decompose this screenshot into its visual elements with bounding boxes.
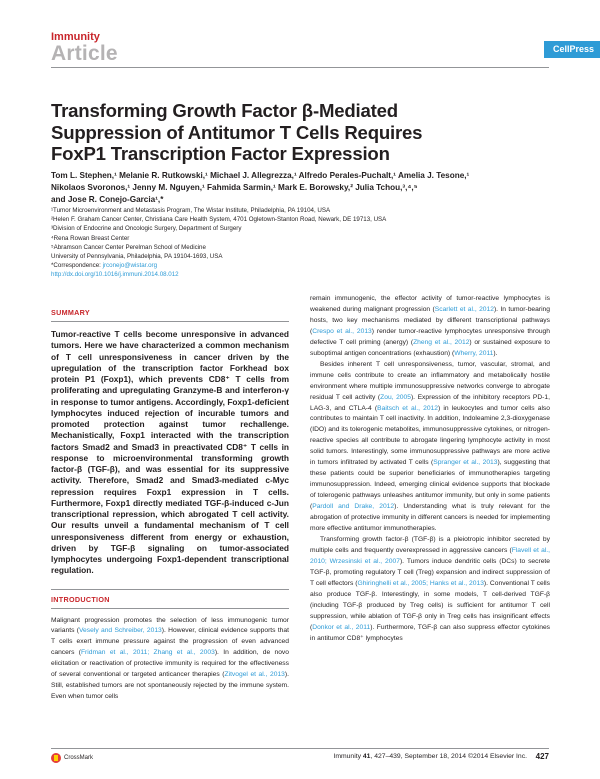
citation-link[interactable]: Vesely and Schreiber, 2013 [78,627,162,635]
body-text: ). In tumor-bearing hosts, two key mechanisms mediated by different transcriptional pathways ( [310,305,550,335]
correspondence-email-link[interactable]: jrconejo@wistar.org [102,262,158,270]
affiliation-2: ²Helen F. Graham Cancer Center, Christiana Care Health System, 4701 Ogletown-Stanton Road, Newark, DE 19713, USA [51,216,387,224]
left-column [51,308,289,703]
body-text: ) or sustained exposure to suboptimal antigen concentrations (exhaustion) ( [310,338,550,357]
citation-link[interactable]: Ghiringhelli et al., 2005; Hanks et al., 2013 [357,579,484,587]
intro-text-1: Malignant progression promotes the selection of less immunogenic tumor variants ( [51,616,289,635]
affiliation-5: ⁵Abramson Cancer Center Perelman School of Medicine [51,243,206,251]
journal-name: Immunity [51,31,100,43]
body-text: ). Conventional T cells also produce TGF-β. Interestingly, in some models, T cell-derived TGF-β (including TGF-β produced by Treg cells) is sufficient for antitumor T cell suppression, while ablation of TGF-β only in Treg cells has insignificant effects ( [310,579,551,631]
authors-line-2: Nikolaos Svoronos,¹ Jenny M. Nguyen,¹ Fahmida Sarmin,¹ Mark E. Borowsky,² Julia Tchou,³,⁴,⁵ [51,183,418,192]
summary-heading: SUMMARY [51,308,90,317]
article-type: Article [51,42,118,65]
page-number: 427 [535,752,549,761]
introduction-rule-top [51,589,289,590]
right-paragraph-2 [310,360,550,535]
intro-text-4: ). Still, established tumors are not spontaneously rejected by the immune system. Even when tumor cells [51,671,289,701]
correspondence-label: *Correspondence: [51,262,103,270]
intro-text-3: ). In addition, de novo elicitation or reactivation of protective immunity is required for the effectiveness of several conventional or targeted anticancer therapies ( [51,649,289,679]
citation-link[interactable]: Wherry, 2011 [454,349,494,357]
citation-link[interactable]: Zitvogel et al., 2013 [224,671,285,679]
body-text: remain immunogenic, the effector activity of tumor-reactive lymphocytes is weakened during malignant progression ( [310,295,550,313]
body-text: Transforming growth factor-β (TGF-β) is a pleiotropic inhibitor secreted by multiple cells and frequently overexpressed in aggressive cancers ( [310,535,550,554]
citation-link[interactable]: Spranger et al., 2013 [433,459,498,467]
crossmark-icon [51,753,61,763]
body-text: Besides inherent T cell unresponsiveness, tumor, vascular, stromal, and immune cells contribute to create an inflammatory and metabolically hostile environment where multiple immunosuppressive networks converge to abrogate residual T cell activity ( [310,360,550,401]
affiliation-6: University of Pennsylvania, Philadelphia, PA 19104-1693, USA [51,253,223,261]
footer-volume: 41 [362,753,371,760]
body-text: ), suggesting that these patients could be superior beneficiaries of immunotherapies targeting immunosuppression. Indeed, emerging clinical evidence supports that blockade of tolerogenic pathways unleashes antitumor immunity, but only in some patients ( [310,459,550,511]
right-paragraph-1 [310,294,550,360]
body-text: ). Understanding what is truly relevant for the abrogation of protective immunity in different cancers is needed for implementing more effective antitumor immunotherapies. [310,503,551,533]
affiliation-4: ⁴Rena Rowan Breast Center [51,234,130,242]
affiliations [51,206,551,280]
citation-link[interactable]: Scarlett et al., 2012 [434,305,494,313]
body-text: ). Tumors induce dendritic cells (DCs) to secrete TGF-β, promoting regulatory T cell (Treg) expansion and indirect suppression of T cell effectors ( [310,557,551,587]
citation-link[interactable]: Donkor et al., 2011 [312,623,371,631]
footer-citation [333,753,527,760]
body-text: ). Furthermore, TGF-β can also suppress effector cytokines in antitumor CD8⁺ lymphocytes [310,623,551,642]
citation-link[interactable]: Flavell et al., 2010; Wrzesinski et al., 2007 [310,546,550,565]
citation-link[interactable]: Crespo et al., 2013 [312,327,372,335]
title-line-2: Suppression of Antitumor T Cells Requires [51,121,423,143]
body-text: ). [493,349,498,357]
footer-rule [51,748,549,749]
doi-link[interactable]: http://dx.doi.org/10.1016/j.immuni.2014.08.012 [51,271,179,279]
affiliation-3: ³Division of Endocrine and Oncologic Surgery, Department of Surgery [51,225,242,233]
right-column [310,294,550,645]
crossmark-badge[interactable] [51,753,93,763]
footer-journal: Immunity [333,753,363,760]
introduction-paragraph [51,616,289,704]
crossmark-label: CrossMark [64,755,94,761]
authors-line-3: and Jose R. Conejo-Garcia¹,* [51,195,164,204]
citation-link[interactable]: Zheng et al., 2012 [413,338,470,346]
body-text: ) render tumor-reactive lymphocytes unresponsive through defective T cell priming (anergy) ( [310,327,550,346]
header-rule [51,67,549,68]
author-list [51,170,551,206]
authors-line-1: Tom L. Stephen,¹ Melanie R. Rutkowski,¹ Michael J. Allegrezza,¹ Alfredo Perales-Puchalt,¹ Amelia J. Tesone,¹ [51,171,470,180]
citation-link[interactable]: Zou, 2005 [380,393,411,401]
summary-text: Tumor-reactive T cells become unresponsive in advanced tumors. Here we have characterized a common mechanism of T cell unresponsiveness in cancer driven by the upregulation of the transcription factor Forkhead box protein P1 (Foxp1), which prevents CD8⁺ T cells from proliferating and upregulating Granzyme-B and interferon-γ in response to tumor antigens. Accordingly, Foxp1-deficient lymphocytes induced rejection of incurable tumors and promoted protection against tumor rechallenge. Mechanistically, Foxp1 interacted with the transcription factors Smad2 and Smad3 in preactivated CD8⁺ T cells in response to microenvironmental transforming growth factor-β (TGF-β), and was essential for its suppressive activity. Therefore, Smad2 and Smad3-mediated c-Myc repression requires Foxp1 expression in T cells. Furthermore, Foxp1 directly mediated TGF-β-induced c-Jun transcriptional repression, which abrogated T cell activity. Our results unveil a fundamental mechanism of T cell unresponsiveness different from energy or exhaustion, driven by TGF-β signaling on tumor-associated lymphocytes undergoing Foxp1-dependent transcriptional regulation. [51,329,289,576]
publisher-logo[interactable]: CellPress [544,41,600,58]
intro-text-2: ). However, clinical evidence supports that T cells exert immune pressure against the progression of even advanced cancers ( [51,627,289,657]
right-paragraph-3 [310,535,550,645]
body-text: ). Expression of the inhibitory receptors PD-1, LAG-3, and CTLA-4 ( [310,393,550,412]
citation-link[interactable]: Pardoll and Drake, 2012 [312,503,395,511]
citation-link[interactable]: Fridman et al., 2011; Zhang et al., 2003 [80,649,215,657]
summary-rule [51,321,289,322]
article-title [51,100,551,165]
title-line-3: FoxP1 Transcription Factor Expression [51,143,390,164]
title-line-1: Transforming Growth Factor β-Mediated [51,100,398,121]
introduction-heading: INTRODUCTION [51,594,110,604]
correspondence [51,261,551,270]
citation-link[interactable]: Baitsch et al., 2012 [377,404,438,412]
body-text: ) in leukocytes and tumor cells also contributes to maintain T cell inactivity. In addition, Indoleamine 2,3-dioxygenase (IDO) and its tolerogenic metabolites, immunosuppressive cytokines, or nitrogen-reactive species all contribute to abrogate lingering lymphocyte activity in most solid tumors. Interestingly, some immunosuppressive pathways are more active in tumors infiltrated by activated T cells ( [310,404,550,467]
introduction-rule [51,608,289,609]
affiliation-1: ¹Tumor Microenvironment and Metastasis Program, The Wistar Institute, Philadelphia, PA 19104, USA [51,207,331,214]
footer-details: , 427–439, September 18, 2014 ©2014 Elsevier Inc. [370,753,527,760]
